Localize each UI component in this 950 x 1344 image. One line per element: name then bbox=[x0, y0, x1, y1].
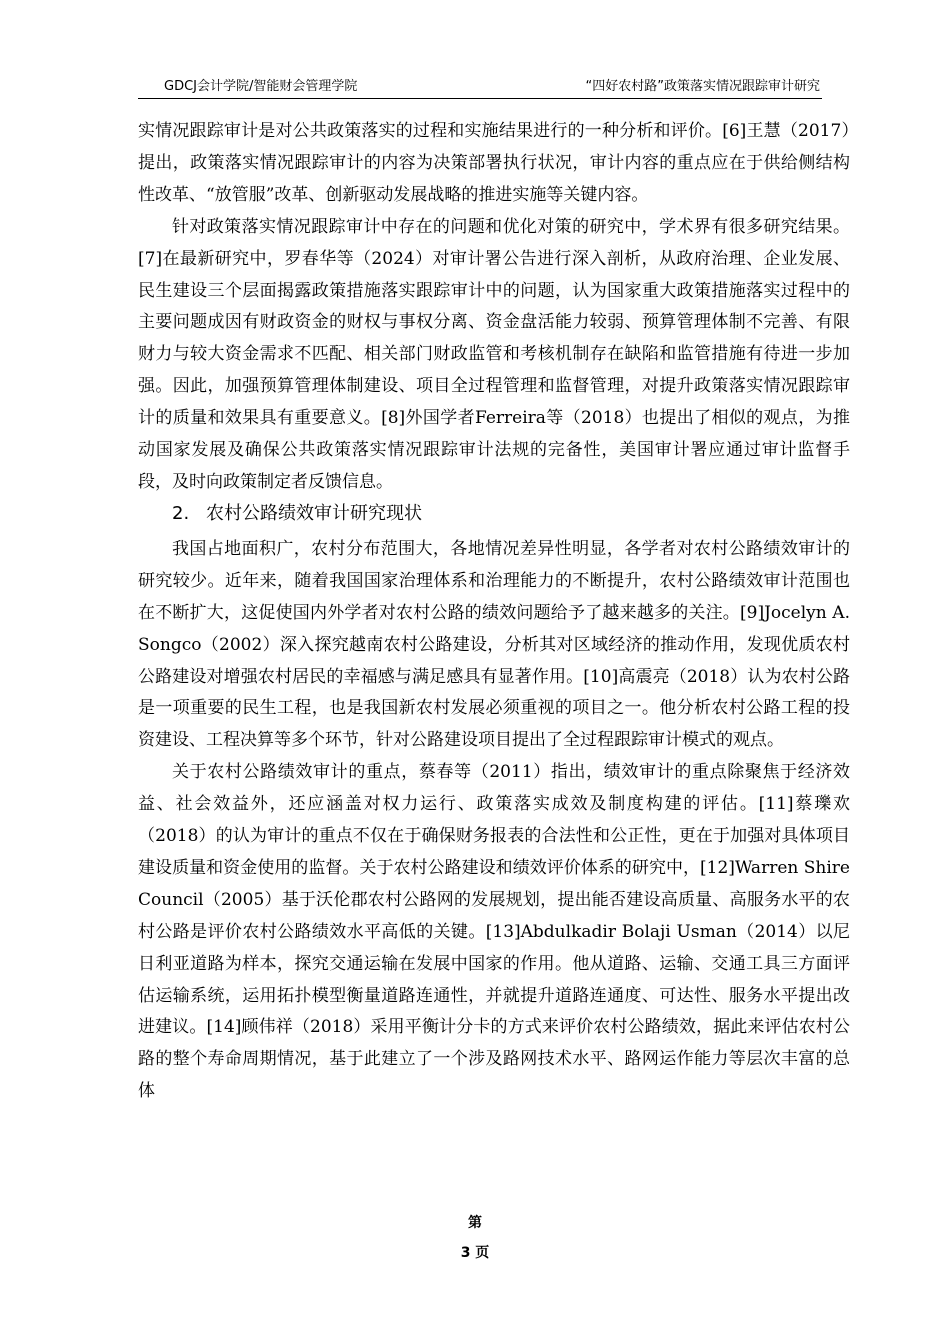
paragraph: 我国占地面积广，农村分布范围大，各地情况差异性明显，各学者对农村公路绩效审计的研究较少。近年来，随着我国国家治理体系和治理能力的不断提升，农村公路绩效审计范围也在不断扩大，这促使国内外学者对农村公路的绩效问题给予了越来越多的关注。[9]Jocelyn A. Songco（2002）深入探究越南农村公路建设，分析其对区域经济的推动作用，发现优质农村公路建设对增强农村居民的幸福感与满足感具有显著作用。[10]高震亮（2018）认为农村公路是一项重要的民生工程，也是我国新农村发展必须重视的项目之一。他分析农村公路工程的投资建设、工程决算等多个环节，针对公路建设项目提出了全过程跟踪审计模式的观点。 bbox=[138, 538, 850, 751]
paragraph: 针对政策落实情况跟踪审计中存在的问题和优化对策的研究中，学术界有很多研究结果。[7]在最新研究中，罗春华等（2024）对审计署公告进行深入剖析，从政府治理、企业发展、民生建设三个层面揭露政策措施落实跟踪审计中的问题，认为国家重大政策措施落实过程中的主要问题成因有财政资金的财权与事权分离、资金盘活能力较弱、预算管理体制不完善、有限财力与较大资金需求不匹配、相关部门财政监管和考核机制存在缺陷和监管措施有待进一步加强。因此，加强预算管理体制建设、项目全过程管理和监督管理，对提升政策落实情况跟踪审计的质量和效果具有重要意义。[8]外国学者Ferreira等（2018）也提出了相似的观点，为推动国家发展及确保公共政策落实情况跟踪审计法规的完备性，美国审计署应通过审计监督手段，及时向政策制定者反馈信息。 bbox=[138, 216, 850, 492]
header-divider bbox=[138, 98, 822, 99]
paragraph-continued: 实情况跟踪审计是对公共政策落实的过程和实施结果进行的一种分析和评价。[6]王慧（2017）提出，政策落实情况跟踪审计的内容为决策部署执行状况，审计内容的重点应在于供给侧结构性改革、“放管服”改革、创新驱动发展战略的推进实施等关键内容。 bbox=[138, 121, 850, 205]
section-title: 农村公路绩效审计研究现状 bbox=[206, 502, 422, 524]
section-heading bbox=[138, 499, 850, 534]
header-paper-title: “四好农村路”政策落实情况跟踪审计研究 bbox=[585, 79, 820, 94]
paragraph: 关于农村公路绩效审计的重点，蔡春等（2011）指出，绩效审计的重点除聚焦于经济效益、社会效益外，还应涵盖对权力运行、政策落实成效及制度构建的评估。[11]蔡瓅欢（2018）的认为审计的重点不仅在于确保财务报表的合法性和公正性，更在于加强对具体项目建设质量和资金使用的监督。关于农村公路建设和绩效评价体系的研究中，[12]Warren Shire Council（2005）基于沃伦郡农村公路网的发展规划，提出能否建设高质量、高服务水平的农村公路是评价农村公路绩效水平高低的关键。[13]Abdulkadir Bolaji Usman（2014）以尼日利亚道路为样本，探究交通运输在发展中国家的作用。他从道路、运输、交通工具三方面评估运输系统，运用拓扑模型衡量道路连通性，并就提升道路连通度、可达性、服务水平提出改进建议。[14]顾伟祥（2018）采用平衡计分卡的方式来评价农村公路绩效，据此来评估农村公路的整个寿命周期情况，基于此建立了一个涉及路网技术水平、路网运作能力等层次丰富的总体 bbox=[138, 762, 850, 1102]
page-number: 3 页 bbox=[460, 1245, 490, 1261]
running-header bbox=[138, 77, 822, 99]
page-number-label: 第 bbox=[468, 1215, 482, 1231]
header-institution: GDCJ会计学院/智能财会管理学院 bbox=[164, 79, 358, 94]
body-text bbox=[138, 116, 850, 1108]
section-number: 2. bbox=[172, 502, 190, 524]
